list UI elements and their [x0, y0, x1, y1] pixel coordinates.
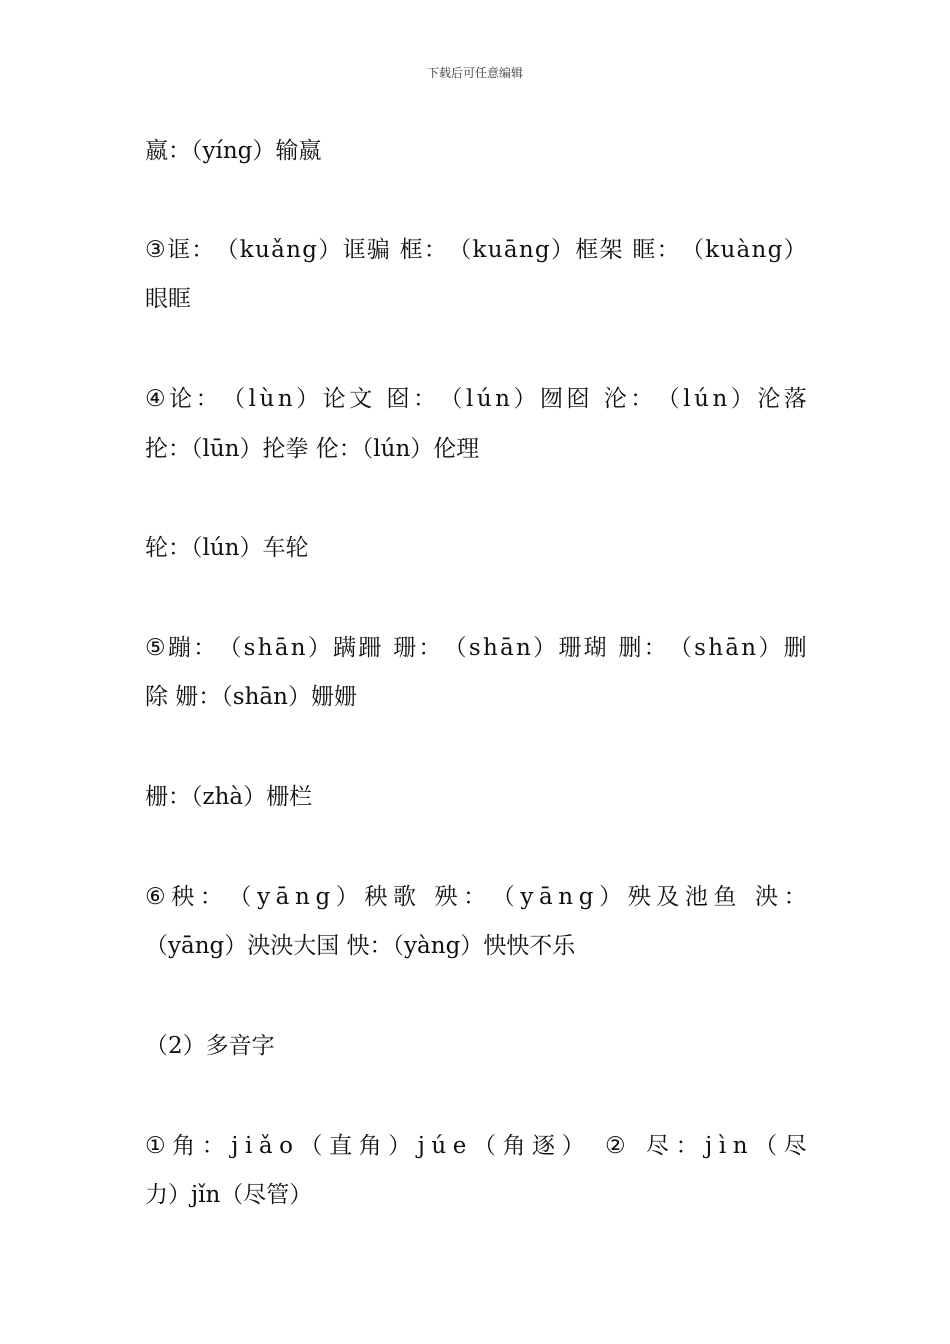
text-line-lun-cont: 抡：（lūn）抡拳 伦：（lún）伦理 [145, 436, 480, 462]
text-line-kuang: ③ 诓 ： （ k u ǎ n g ） 诓 骗 框 ： （ k u ā n g ） 框 架 眶 ： （ k u à n g ） [145, 237, 807, 263]
section-heading-polyphones: （2）多音字 [145, 1033, 275, 1059]
text-line-shan-cont: 除 姗：（shān）姗姗 [145, 684, 357, 710]
text-line-ying: 嬴：（yíng）输嬴 [145, 138, 322, 164]
text-line-yang-cont: （yāng）泱泱大国 怏：（yàng）怏怏不乐 [145, 933, 576, 959]
text-line-zha: 栅：（zhà）栅栏 [145, 784, 313, 810]
text-line-shan: ⑤ 蹦 ： （ s h ā n ） 蹒 跚 珊 ： （ s h ā n ） 珊 瑚 删 ： （ s h ā n ） 删 [145, 635, 807, 661]
page-header: 下载后可任意编辑 [426, 66, 523, 80]
text-line-lun-wheel: 轮：（lún）车轮 [145, 535, 309, 561]
text-line-jiao-jin: ① 角 ： j i ǎ o （ 直 角 ） j ú e （ 角 逐 ） ② 尽 ： j ì n （ 尽 [145, 1133, 807, 1159]
text-line-jin-cont: 力）jǐn（尽管） [145, 1182, 313, 1208]
text-line-kuang-cont: 眼眶 [145, 286, 191, 312]
text-line-yang: ⑥ 秧 ： （ y ā n g ） 秧 歌 殃 ： （ y ā n g ） 殃 及 池 鱼 泱 ： [145, 884, 807, 910]
text-line-lun: ④ 论 ： （ l ù n ） 论 文 囵 ： （ l ú n ） 囫 囵 沦 ： （ l ú n ） 沦 落 [145, 386, 807, 412]
